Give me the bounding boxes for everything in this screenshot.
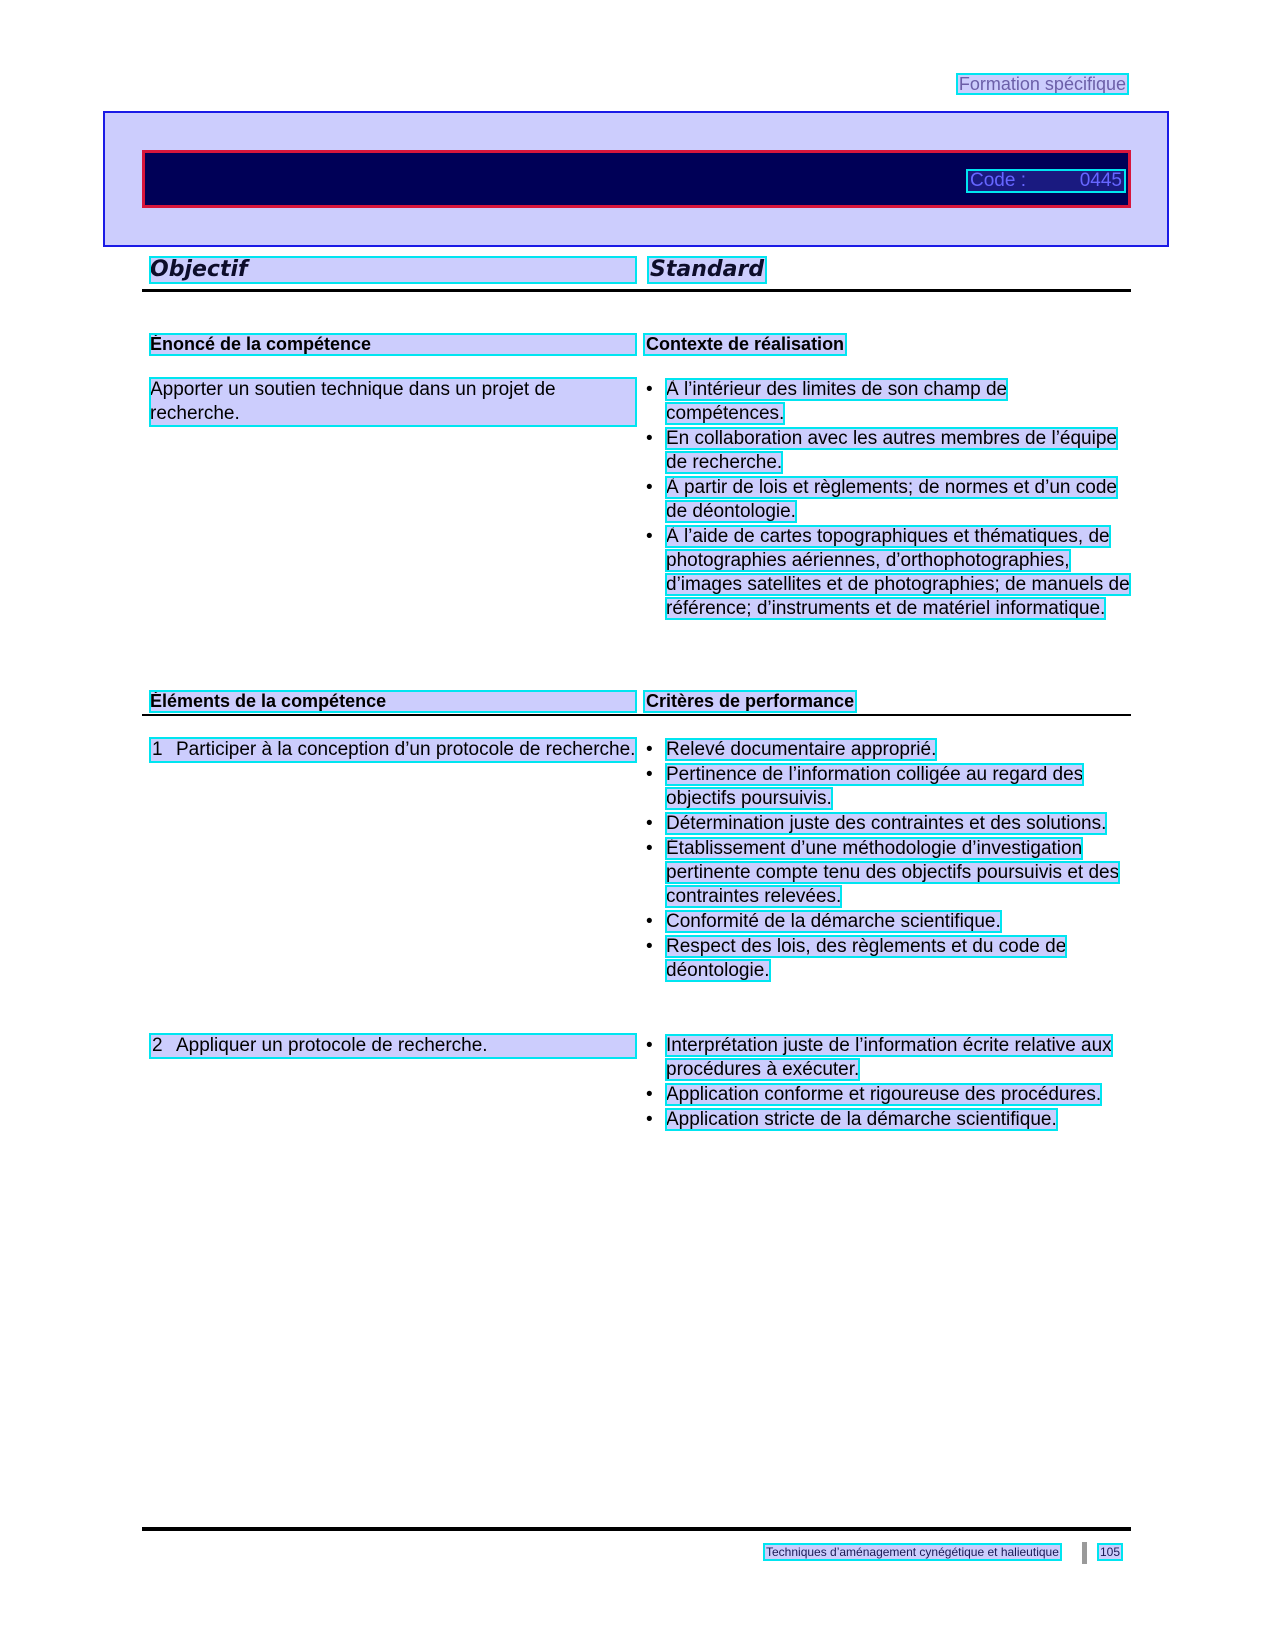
list-item: • Application conforme et rigoureuse des procédures. [644,1083,1130,1107]
page-number: 105 [1100,1545,1121,1559]
standard-column-title: Standard [650,257,765,282]
list-item: • À partir de lois et règlements; de normes et d’un code de déontologie. [644,476,1130,524]
list-item: • À l’intérieur des limites de son champ de compétences. [644,378,1130,426]
list-item: • Application stricte de la démarche scientifique. [644,1108,1130,1132]
objective-column-title: Objectif [150,257,636,283]
competency-statement: Apporter un soutien technique dans un projet de recherche. [150,378,636,426]
element-number: 1 [152,739,163,760]
element-item [150,738,636,762]
criteria-list [644,1034,1130,1133]
code-label: Code : [970,170,1026,191]
context-list [644,378,1130,622]
criteria-heading: Critères de performance [646,691,855,711]
title-divider [142,289,1131,292]
list-item: • Établissement d’une méthodologie d’investigation pertinente compte tenu des objectifs poursuivis et des contraintes relevées. [644,837,1130,909]
criteria-list [644,738,1130,984]
element-text: Participer à la conception d’un protocole de recherche. [176,739,636,760]
footer-program: Techniques d’aménagement cynégétique et halieutique [766,1545,1059,1559]
list-item: • Interprétation juste de l’information écrite relative aux procédures à exécuter. [644,1034,1130,1082]
competency-code [968,171,1124,191]
element-text: Appliquer un protocole de recherche. [176,1035,488,1056]
list-item: • À l’aide de cartes topographiques et thématiques, de photographies aériennes, d’orthophotographies, d’images satellites et de photographies; de manuels de référence; d’instruments et de matériel informatique. [644,525,1130,621]
competency-header-bar [142,150,1131,208]
list-item: • Respect des lois, des règlements et du code de déontologie. [644,935,1130,983]
element-number: 2 [152,1035,163,1056]
list-item: • Conformité de la démarche scientifique. [644,910,1130,934]
elements-heading: Éléments de la compétence [150,691,636,712]
list-item: • Détermination juste des contraintes et des solutions. [644,812,1130,836]
program-type-label: Formation spécifique [958,74,1126,94]
list-item: • En collaboration avec les autres membres de l’équipe de recherche. [644,427,1130,475]
footer-separator [1082,1542,1087,1564]
footer-divider [142,1527,1131,1531]
statement-heading: Énoncé de la compétence [150,334,636,355]
element-item [150,1034,636,1058]
list-item: • Pertinence de l’information colligée au regard des objectifs poursuivis. [644,763,1130,811]
context-heading: Contexte de réalisation [646,334,845,354]
elements-divider [142,714,1131,716]
list-item: • Relevé documentaire approprié. [644,738,1130,762]
code-value: 0445 [1079,170,1122,191]
